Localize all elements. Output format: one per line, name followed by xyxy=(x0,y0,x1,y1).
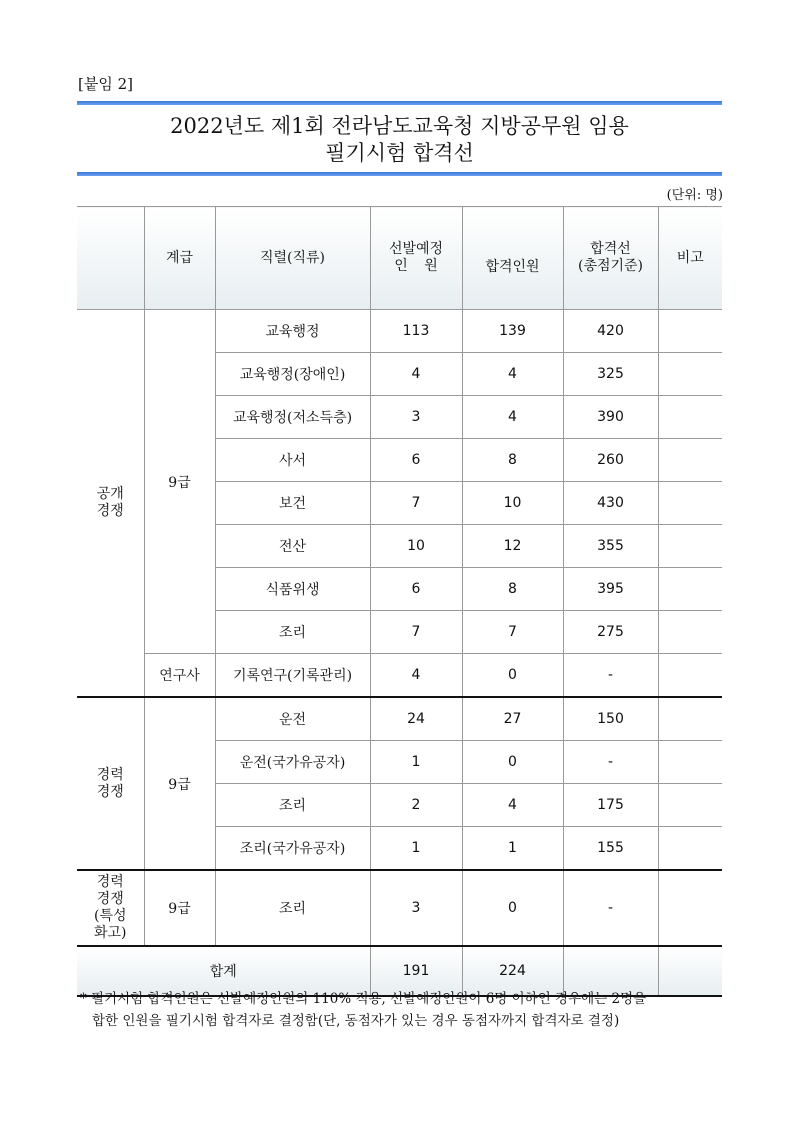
table-row xyxy=(77,697,722,741)
cutoff-cell: 175 xyxy=(563,784,658,827)
job-cell: 전산 xyxy=(215,525,370,568)
group-special-line3: (특성 xyxy=(93,908,127,924)
header-grade: 계급 xyxy=(144,207,215,310)
cutoff-cell: 395 xyxy=(563,568,658,611)
grade-career-9: 9급 xyxy=(144,697,215,870)
passed-cell: 27 xyxy=(462,697,563,741)
group-open xyxy=(77,310,144,698)
header-planned-line2: 인 원 xyxy=(394,258,438,274)
group-career-line1: 경력 xyxy=(96,766,124,783)
page-title-line1: 2022년도 제1회 전라남도교육청 지방공무원 임용 xyxy=(170,114,629,138)
cutoff-cell: - xyxy=(563,870,658,946)
planned-cell: 7 xyxy=(370,611,462,654)
cutoff-cell: 420 xyxy=(563,310,658,353)
cutoff-cell: 390 xyxy=(563,396,658,439)
cutoff-cell: 355 xyxy=(563,525,658,568)
total-passed: 224 xyxy=(462,946,563,996)
passed-cell: 139 xyxy=(462,310,563,353)
passed-cell: 4 xyxy=(462,353,563,396)
grade-open-9: 9급 xyxy=(144,310,215,654)
remarks-cell xyxy=(658,870,722,946)
group-open-line1: 공개 xyxy=(96,486,124,502)
job-cell: 식품위생 xyxy=(215,568,370,611)
cutoff-cell: 430 xyxy=(563,482,658,525)
planned-cell: 24 xyxy=(370,697,462,741)
remarks-cell xyxy=(658,568,722,611)
header-planned-line1: 선발예정 xyxy=(388,241,444,257)
passed-cell: 4 xyxy=(462,784,563,827)
unit-note: (단위: 명) xyxy=(666,188,723,203)
planned-cell: 1 xyxy=(370,741,462,784)
header-cutoff-line2: (총점기준) xyxy=(577,258,644,274)
job-cell: 조리 xyxy=(215,611,370,654)
remarks-cell xyxy=(658,654,722,698)
attachment-label: [붙임 2] xyxy=(78,75,133,93)
remarks-cell xyxy=(658,827,722,871)
planned-cell: 4 xyxy=(370,654,462,698)
planned-cell: 1 xyxy=(370,827,462,871)
table-header-row xyxy=(77,207,722,310)
total-planned: 191 xyxy=(370,946,462,996)
planned-cell: 10 xyxy=(370,525,462,568)
passed-cell: 0 xyxy=(462,654,563,698)
grade-special-9: 9급 xyxy=(144,870,215,946)
passed-cell: 0 xyxy=(462,870,563,946)
header-cutoff xyxy=(563,207,658,310)
job-cell: 운전(국가유공자) xyxy=(215,741,370,784)
planned-cell: 3 xyxy=(370,870,462,946)
header-cutoff-line1: 합격선 xyxy=(590,241,631,257)
cutoff-cell: 155 xyxy=(563,827,658,871)
job-cell: 교육행정(저소득층) xyxy=(215,396,370,439)
group-career-line2: 경쟁 xyxy=(96,783,124,800)
footnote-line1: * 필기시험 합격인원은 선발예정인원의 110% 적용, 선발예정인원이 6명 이하인 경우에는 2명을 xyxy=(80,991,647,1007)
planned-cell: 4 xyxy=(370,353,462,396)
job-cell: 조리(국가유공자) xyxy=(215,827,370,871)
cutoff-cell: 325 xyxy=(563,353,658,396)
header-remarks: 비고 xyxy=(658,207,722,310)
job-cell: 조리 xyxy=(215,870,370,946)
pass-cutoff-table xyxy=(77,206,722,997)
planned-cell: 6 xyxy=(370,439,462,482)
table-row xyxy=(77,310,722,353)
remarks-cell xyxy=(658,310,722,353)
total-label: 합계 xyxy=(77,946,370,996)
job-cell: 사서 xyxy=(215,439,370,482)
planned-cell: 113 xyxy=(370,310,462,353)
cutoff-cell: 260 xyxy=(563,439,658,482)
passed-cell: 8 xyxy=(462,439,563,482)
planned-cell: 6 xyxy=(370,568,462,611)
group-special xyxy=(77,870,144,946)
title-top-rule xyxy=(77,101,722,105)
group-special-line4: 화고) xyxy=(93,925,127,941)
footnote-line2: 합한 인원을 필기시험 합격자로 결정함(단, 동점자가 있는 경우 동점자까지 합격자로 결정) xyxy=(92,1013,620,1029)
page-title-line2: 필기시험 합격선 xyxy=(325,141,474,165)
header-category xyxy=(77,207,144,310)
title-bottom-rule xyxy=(77,172,722,176)
cutoff-cell: 150 xyxy=(563,697,658,741)
remarks-cell xyxy=(658,525,722,568)
passed-cell: 8 xyxy=(462,568,563,611)
header-planned xyxy=(370,207,462,310)
group-open-line2: 경쟁 xyxy=(96,503,124,519)
job-cell: 보건 xyxy=(215,482,370,525)
passed-cell: 0 xyxy=(462,741,563,784)
remarks-cell xyxy=(658,611,722,654)
table-row xyxy=(77,654,722,698)
header-job: 직렬(직류) xyxy=(215,207,370,310)
job-cell: 교육행정(장애인) xyxy=(215,353,370,396)
remarks-cell xyxy=(658,784,722,827)
group-special-line2: 경쟁 xyxy=(96,891,124,907)
planned-cell: 2 xyxy=(370,784,462,827)
passed-cell: 7 xyxy=(462,611,563,654)
remarks-cell xyxy=(658,482,722,525)
grade-researcher: 연구사 xyxy=(144,654,215,698)
remarks-cell xyxy=(658,697,722,741)
cutoff-cell: - xyxy=(563,741,658,784)
group-special-line1: 경력 xyxy=(96,874,124,890)
remarks-cell xyxy=(658,396,722,439)
planned-cell: 7 xyxy=(370,482,462,525)
passed-cell: 1 xyxy=(462,827,563,871)
job-cell: 기록연구(기록관리) xyxy=(215,654,370,698)
cutoff-cell: 275 xyxy=(563,611,658,654)
passed-cell: 12 xyxy=(462,525,563,568)
cutoff-cell: - xyxy=(563,654,658,698)
job-cell: 운전 xyxy=(215,697,370,741)
job-cell: 교육행정 xyxy=(215,310,370,353)
footnote xyxy=(80,988,730,1032)
header-passed: 합격인원 xyxy=(462,207,563,310)
group-career xyxy=(77,697,144,870)
passed-cell: 10 xyxy=(462,482,563,525)
remarks-cell xyxy=(658,741,722,784)
table-row xyxy=(77,870,722,946)
passed-cell: 4 xyxy=(462,396,563,439)
job-cell: 조리 xyxy=(215,784,370,827)
remarks-cell xyxy=(658,353,722,396)
remarks-cell xyxy=(658,439,722,482)
planned-cell: 3 xyxy=(370,396,462,439)
